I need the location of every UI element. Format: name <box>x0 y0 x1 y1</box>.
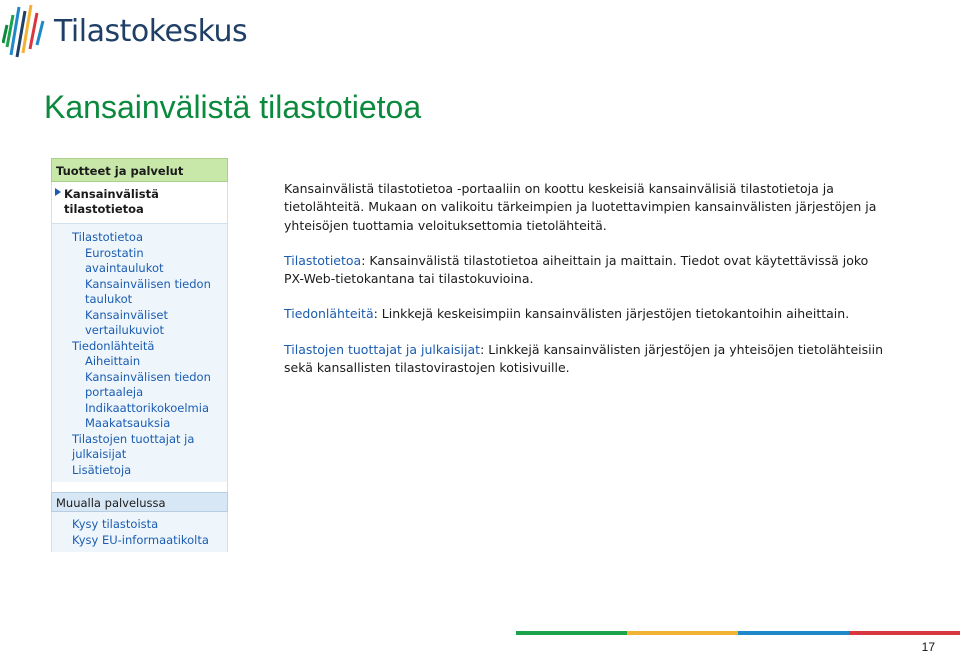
sidebar-menu <box>51 182 228 482</box>
section-tilastotietoa: Tilastotietoa: Kansainvälistä tilastotietoa aiheittain ja maittain. Tiedot ovat käytettävissä joko PX-Web-tietokantana tai tilastokuvioina. <box>284 252 869 287</box>
sidebar-item-aiheittain[interactable]: Aiheittain <box>85 354 141 368</box>
main-content <box>284 180 884 394</box>
tilastokeskus-logo-icon <box>2 3 46 59</box>
sidebar-item-tilastojen-tuottajat[interactable]: Tilastojen tuottajat ja julkaisijat <box>72 431 195 461</box>
sidebar-item-kysy-eu-informaatikolta[interactable]: Kysy EU-informaatikolta <box>72 532 209 547</box>
section-tilastojen-tuottajat-text: Linkkejä kansainvälisten järjestöjen ja yhteisöjen tietolähteisiin sekä kansallisten tilastovirastojen kotisivuille. <box>284 341 884 376</box>
triangle-right-icon <box>55 188 61 196</box>
footer-color-bar <box>516 631 960 635</box>
sidebar-item-kysy-tilastoista[interactable]: Kysy tilastoista <box>72 517 159 531</box>
sidebar-gap <box>51 482 228 492</box>
logo-text: Tilastokeskus <box>54 13 248 49</box>
footer-bar-red <box>849 631 960 635</box>
link-tiedonlahteita[interactable]: Tiedonlähteitä <box>284 306 374 322</box>
sidebar-item-kansainvalisen-tiedon-portaaleja[interactable]: Kansainvälisen tiedon portaaleja <box>85 369 211 399</box>
sidebar-item-tiedonlahteita[interactable]: Tiedonlähteitä <box>72 338 155 353</box>
sidebar-item-kansainvaliset-vertailukuviot[interactable]: Kansainväliset vertailukuviot <box>85 307 169 337</box>
footer-bar-green <box>516 631 627 635</box>
sidebar-second-header[interactable]: Muualla palvelussa <box>51 492 228 512</box>
section-tiedonlahteita: Tiedonlähteitä: Linkkejä keskeisimpiin kansainvälisten järjestöjen tietokantoihin aiheittain. <box>284 306 850 322</box>
link-tilastojen-tuottajat[interactable]: Tilastojen tuottajat ja julkaisijat <box>284 341 481 357</box>
intro-paragraph: Kansainvälistä tilastotietoa -portaaliin on koottu keskeisiä kansainvälisiä tilastotietoja ja tietolähteitä. Mukaan on valikoitu tärkeimpien ja luotettavimpien kansainvälisten järjestöjen ja yhteisöjen tuottamia veloituksettomia tietolähteitä. <box>284 181 877 233</box>
section-tiedonlahteita-text: Linkkejä keskeisimpiin kansainvälisten järjestöjen tietokantoihin aiheittain. <box>381 306 850 322</box>
page-title: Kansainvälistä tilastotietoa <box>44 89 422 125</box>
footer-bar-blue <box>738 631 849 635</box>
section-tilastotietoa-text: Kansainvälistä tilastotietoa aiheittain ja maittain. Tiedot ovat käytettävissä joko PX-Web-tietokantana tai tilastokuvioina. <box>284 252 869 287</box>
sidebar-item-eurostatin-avaintaulukot[interactable]: Eurostatin avaintaulukot <box>85 245 164 275</box>
sidebar-current-item-label: Kansainvälistä tilastotietoa <box>64 187 159 216</box>
logo <box>2 2 252 60</box>
sidebar-second-list <box>52 512 227 552</box>
sidebar-header[interactable]: Tuotteet ja palvelut <box>51 158 228 182</box>
sidebar <box>51 158 228 552</box>
sidebar-item-lisatietoja[interactable]: Lisätietoja <box>72 462 132 477</box>
link-tilastotietoa[interactable]: Tilastotietoa <box>284 252 362 268</box>
section-tilastojen-tuottajat: Tilastojen tuottajat ja julkaisijat: Linkkejä kansainvälisten järjestöjen ja yhteisöjen tietolähteisiin sekä kansallisten tilastovirastojen kotisivuille. <box>284 341 884 376</box>
sidebar-item-list <box>52 224 227 482</box>
sidebar-item-indikaattorikokoelmia[interactable]: Indikaattorikokoelmia <box>85 400 209 415</box>
footer-bar-yellow <box>627 631 738 635</box>
sidebar-second-menu <box>51 512 228 552</box>
sidebar-item-kansainvalisen-tiedon-taulukot[interactable]: Kansainvälisen tiedon taulukot <box>85 276 211 306</box>
sidebar-item-tilastotietoa[interactable]: Tilastotietoa <box>72 230 144 244</box>
page-number: 17 <box>921 640 935 654</box>
sidebar-item-maakatsauksia[interactable]: Maakatsauksia <box>85 416 171 430</box>
sidebar-current-item[interactable] <box>52 182 227 224</box>
